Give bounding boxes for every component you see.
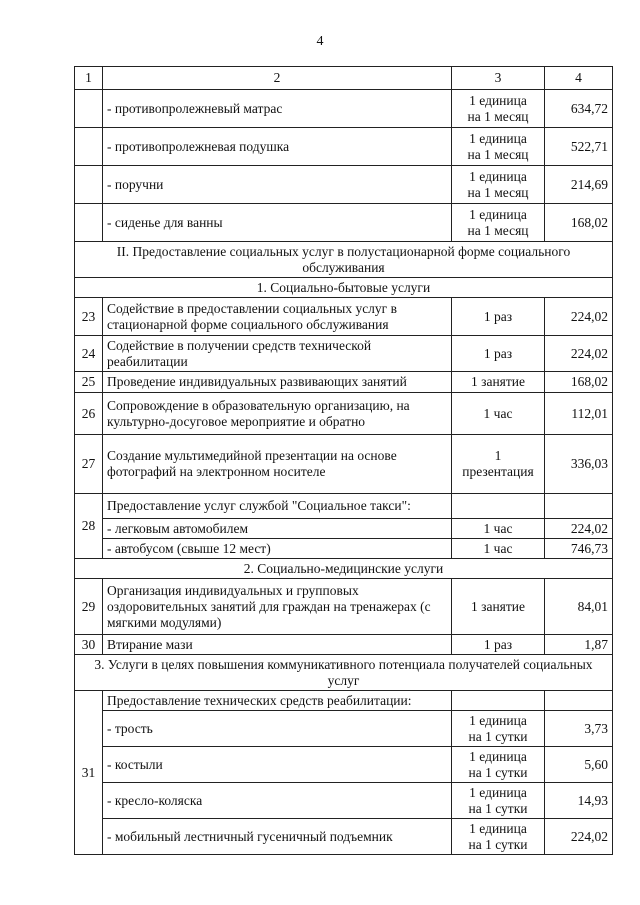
- price: 746,73: [545, 539, 613, 559]
- unit: 1 занятие: [452, 372, 545, 393]
- service-name: Содействие в получении средств технической реабилитации: [103, 336, 452, 372]
- price: 634,72: [545, 90, 613, 128]
- price: 336,03: [545, 435, 613, 494]
- services-price-table: [74, 66, 613, 855]
- subsection-title: 2. Социально-медицинские услуги: [75, 559, 613, 579]
- price: 5,60: [545, 747, 613, 783]
- table-row: [75, 90, 613, 128]
- price: 168,02: [545, 204, 613, 242]
- col-header-3: 3: [452, 67, 545, 90]
- table-row: [75, 494, 613, 519]
- table-row: [75, 635, 613, 655]
- price: 112,01: [545, 393, 613, 435]
- price: 224,02: [545, 298, 613, 336]
- subsection-title: 3. Услуги в целях повышения коммуникативного потенциала получателей социальных услуг: [75, 655, 613, 691]
- table-row: [75, 579, 613, 635]
- unit: 1 единица на 1 сутки: [452, 747, 545, 783]
- service-name: - сиденье для ванны: [103, 204, 452, 242]
- service-name: Создание мультимедийной презентации на основе фотографий на электронном носителе: [103, 435, 452, 494]
- table-row: [75, 691, 613, 711]
- unit: [452, 691, 545, 711]
- service-name: - мобильный лестничный гусеничный подъемник: [103, 819, 452, 855]
- row-number: [75, 128, 103, 166]
- page-number: 4: [316, 34, 324, 49]
- price: [545, 494, 613, 519]
- unit: 1 час: [452, 539, 545, 559]
- row-number: 28: [75, 494, 103, 559]
- unit: 1 единица на 1 месяц: [452, 204, 545, 242]
- price: 224,02: [545, 336, 613, 372]
- unit: 1 занятие: [452, 579, 545, 635]
- row-number: 24: [75, 336, 103, 372]
- col-header-1: 1: [75, 67, 103, 90]
- price: [545, 691, 613, 711]
- price: 1,87: [545, 635, 613, 655]
- price: 224,02: [545, 819, 613, 855]
- unit: 1 раз: [452, 635, 545, 655]
- service-name: Содействие в предоставлении социальных услуг в стационарной форме социального обслуживания: [103, 298, 452, 336]
- unit: 1 единица на 1 месяц: [452, 90, 545, 128]
- section-row: [75, 242, 613, 278]
- row-number: [75, 90, 103, 128]
- col-header-4: 4: [545, 67, 613, 90]
- service-group-title: Предоставление услуг службой "Социальное такси":: [103, 494, 452, 519]
- price: 214,69: [545, 166, 613, 204]
- unit: 1 час: [452, 519, 545, 539]
- service-name: - автобусом (свыше 12 мест): [103, 539, 452, 559]
- unit: 1 час: [452, 393, 545, 435]
- table-row: [75, 747, 613, 783]
- unit: 1 единица на 1 сутки: [452, 711, 545, 747]
- table-row: [75, 783, 613, 819]
- row-number: 23: [75, 298, 103, 336]
- table-row: [75, 393, 613, 435]
- unit: 1 презентация: [452, 435, 545, 494]
- row-number: 31: [75, 691, 103, 855]
- table-row: [75, 819, 613, 855]
- table-row: [75, 372, 613, 393]
- row-number: 27: [75, 435, 103, 494]
- subsection-row: [75, 559, 613, 579]
- row-number: 29: [75, 579, 103, 635]
- service-name: - поручни: [103, 166, 452, 204]
- table-row: [75, 298, 613, 336]
- service-name: Сопровождение в образовательную организацию, на культурно-досуговое мероприятие и обратно: [103, 393, 452, 435]
- unit: 1 единица на 1 сутки: [452, 783, 545, 819]
- row-number: [75, 204, 103, 242]
- row-number: 26: [75, 393, 103, 435]
- price: 224,02: [545, 519, 613, 539]
- price: 14,93: [545, 783, 613, 819]
- table-row: [75, 711, 613, 747]
- row-number: [75, 166, 103, 204]
- service-name: Проведение индивидуальных развивающих занятий: [103, 372, 452, 393]
- unit: 1 раз: [452, 336, 545, 372]
- col-header-2: 2: [103, 67, 452, 90]
- service-group-title: Предоставление технических средств реабилитации:: [103, 691, 452, 711]
- service-name: - трость: [103, 711, 452, 747]
- price: 3,73: [545, 711, 613, 747]
- service-name: Организация индивидуальных и групповых оздоровительных занятий для граждан на тренажерах (с мягкими модулями): [103, 579, 452, 635]
- unit: 1 единица на 1 месяц: [452, 166, 545, 204]
- section-ii-title: II. Предоставление социальных услуг в полустационарной форме социального обслуживания: [75, 242, 613, 278]
- table-row: [75, 519, 613, 539]
- service-name: - противопролежневый матрас: [103, 90, 452, 128]
- table-row: [75, 435, 613, 494]
- table-row: [75, 204, 613, 242]
- subsection-row: [75, 655, 613, 691]
- service-name: - кресло-коляска: [103, 783, 452, 819]
- table-row: [75, 539, 613, 559]
- table-header-row: [75, 67, 613, 90]
- unit: 1 единица на 1 месяц: [452, 128, 545, 166]
- subsection-row: [75, 278, 613, 298]
- table-row: [75, 166, 613, 204]
- service-name: - костыли: [103, 747, 452, 783]
- table-row: [75, 128, 613, 166]
- price: 84,01: [545, 579, 613, 635]
- unit: 1 единица на 1 сутки: [452, 819, 545, 855]
- service-name: - легковым автомобилем: [103, 519, 452, 539]
- row-number: 25: [75, 372, 103, 393]
- row-number: 30: [75, 635, 103, 655]
- table-row: [75, 336, 613, 372]
- service-name: - противопролежневая подушка: [103, 128, 452, 166]
- price: 168,02: [545, 372, 613, 393]
- unit: [452, 494, 545, 519]
- service-name: Втирание мази: [103, 635, 452, 655]
- subsection-title: 1. Социально-бытовые услуги: [75, 278, 613, 298]
- price: 522,71: [545, 128, 613, 166]
- unit: 1 раз: [452, 298, 545, 336]
